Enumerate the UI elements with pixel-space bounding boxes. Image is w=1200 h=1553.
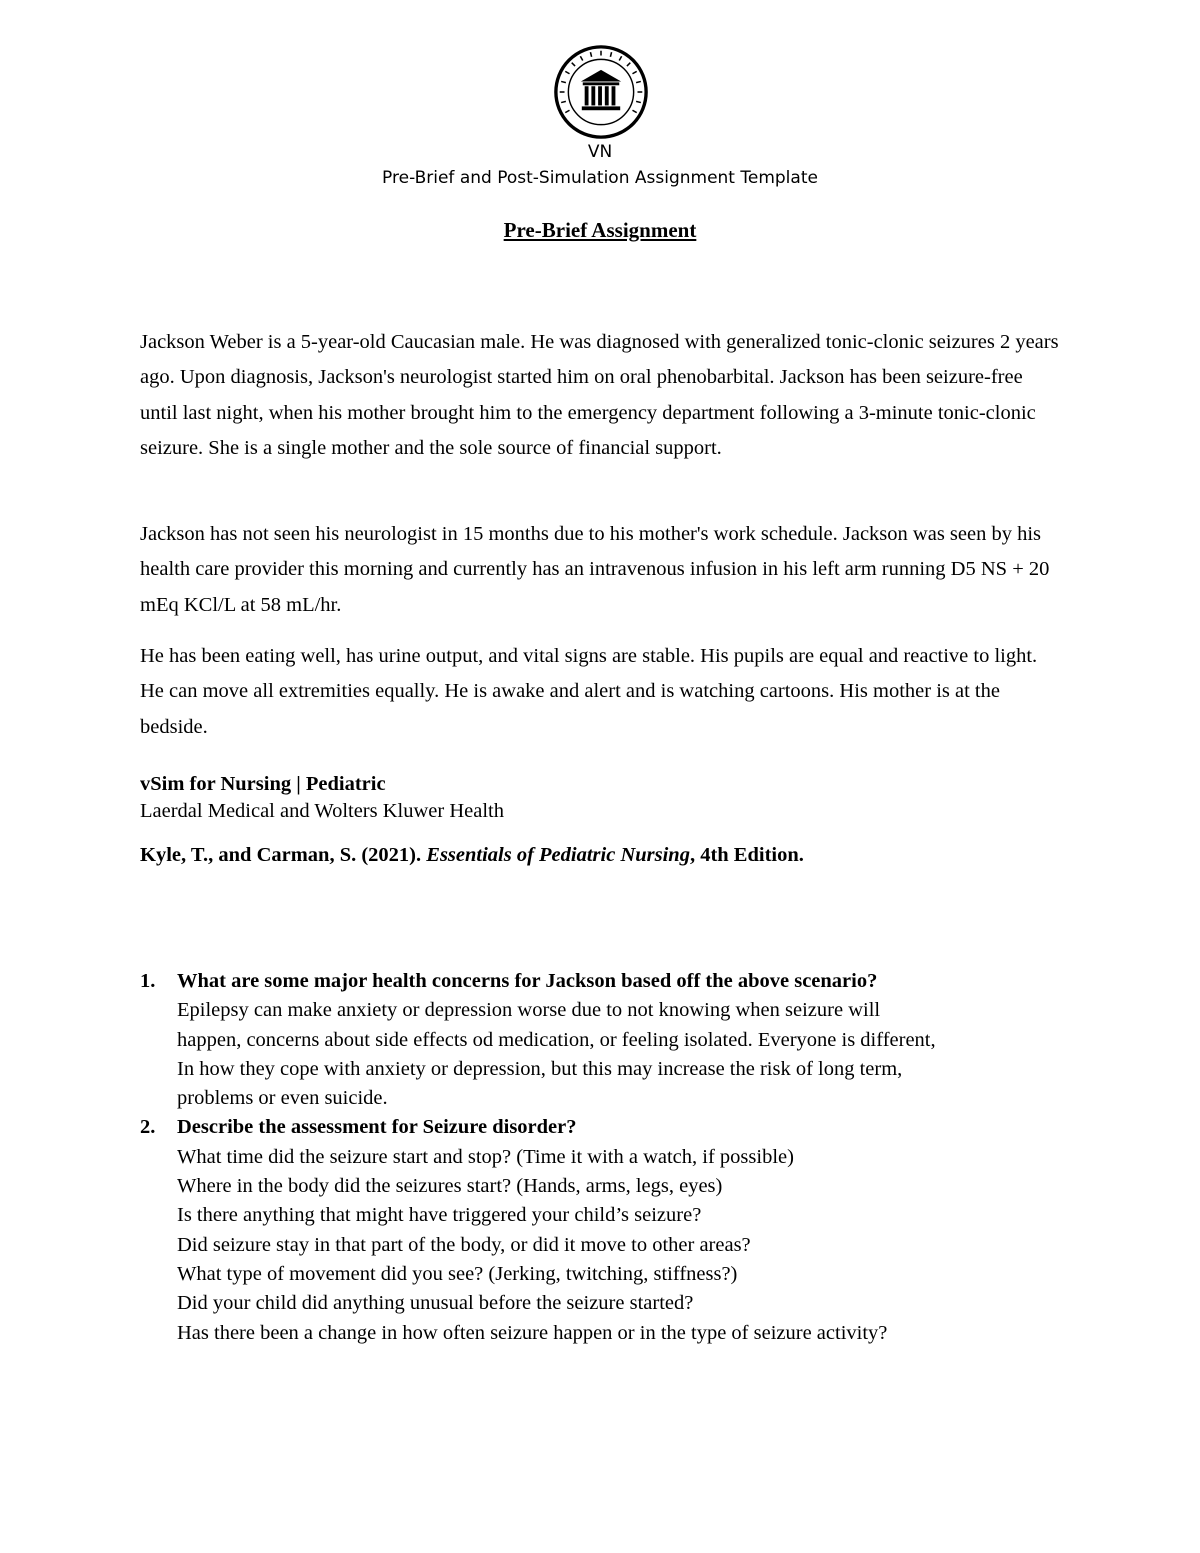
question-number: 1. <box>140 970 156 992</box>
reference-book-title: Essentials of Pediatric Nursing <box>426 844 690 866</box>
answer-line: In how they cope with anxiety or depression, but this may increase the risk of long term, <box>177 1057 903 1080</box>
answer-line: What type of movement did you see? (Jerking, twitching, stiffness?) <box>177 1262 738 1285</box>
question-item <box>140 967 1060 1113</box>
page-title: Pre-Brief Assignment <box>503 218 697 242</box>
question-number: 2. <box>140 1116 156 1139</box>
question-text: What are some major health concerns for Jackson based off the above scenario? <box>177 970 878 992</box>
answer-line: problems or even suicide. <box>177 1087 388 1110</box>
reference-authors: Kyle, T., and Carman, S. (2021). <box>140 844 422 866</box>
scenario-paragraph: Jackson Weber is a 5-year-old Caucasian male. He was diagnosed with generalized tonic-clonic seizures 2 years ago. Upon diagnosis, Jackson's neurologist started him on oral phenobarbital. Jackson has been seizure-free until last night, when his mother brought him to the emergency department following a 3-minute tonic-clonic seizure. She is a single mother and the sole source of financial support. <box>140 331 1059 459</box>
question-text: Describe the assessment for Seizure disorder? <box>177 1116 577 1139</box>
scenario-paragraph: He has been eating well, has urine output, and vital signs are stable. His pupils are equal and reactive to light. He can move all extremities equally. He is awake and alert and is watching cartoons. His mother is at the bedside. <box>140 645 1038 738</box>
answer-line: Is there anything that might have triggered your child’s seizure? <box>177 1204 702 1227</box>
answer-line: Did your child did anything unusual before the seizure started? <box>177 1292 694 1315</box>
question-list <box>140 967 1060 1348</box>
template-title: Pre-Brief and Post-Simulation Assignment Template <box>382 168 818 188</box>
answer-line: What time did the seizure start and stop? (Time it with a watch, if possible) <box>177 1145 794 1168</box>
answer-line: happen, concerns about side effects od medication, or feeling isolated. Everyone is different, <box>177 1028 936 1051</box>
school-seal-icon <box>553 44 649 140</box>
answer-line: Did seizure stay in that part of the body, or did it move to other areas? <box>177 1233 751 1256</box>
scenario-paragraph: Jackson has not seen his neurologist in 15 months due to his mother's work schedule. Jackson was seen by his health care provider this morning and currently has an intravenous infusion in his left arm running D5 NS + 20 mEq KCl/L at 58 mL/hr. <box>140 523 1050 616</box>
answer-line: Epilepsy can make anxiety or depression worse due to not knowing when seizure will <box>177 999 881 1022</box>
question-item <box>140 1113 1060 1347</box>
source-publisher: Laerdal Medical and Wolters Kluwer Health <box>140 800 504 822</box>
reference-edition: , 4th Edition. <box>689 844 804 866</box>
source-title: vSim for Nursing | Pediatric <box>140 773 386 795</box>
reference-citation <box>140 840 1060 870</box>
answer-line: Where in the body did the seizures start? (Hands, arms, legs, eyes) <box>177 1175 723 1198</box>
program-label: VN <box>587 142 613 162</box>
answer-line: Has there been a change in how often seizure happen or in the type of seizure activity? <box>177 1321 888 1344</box>
